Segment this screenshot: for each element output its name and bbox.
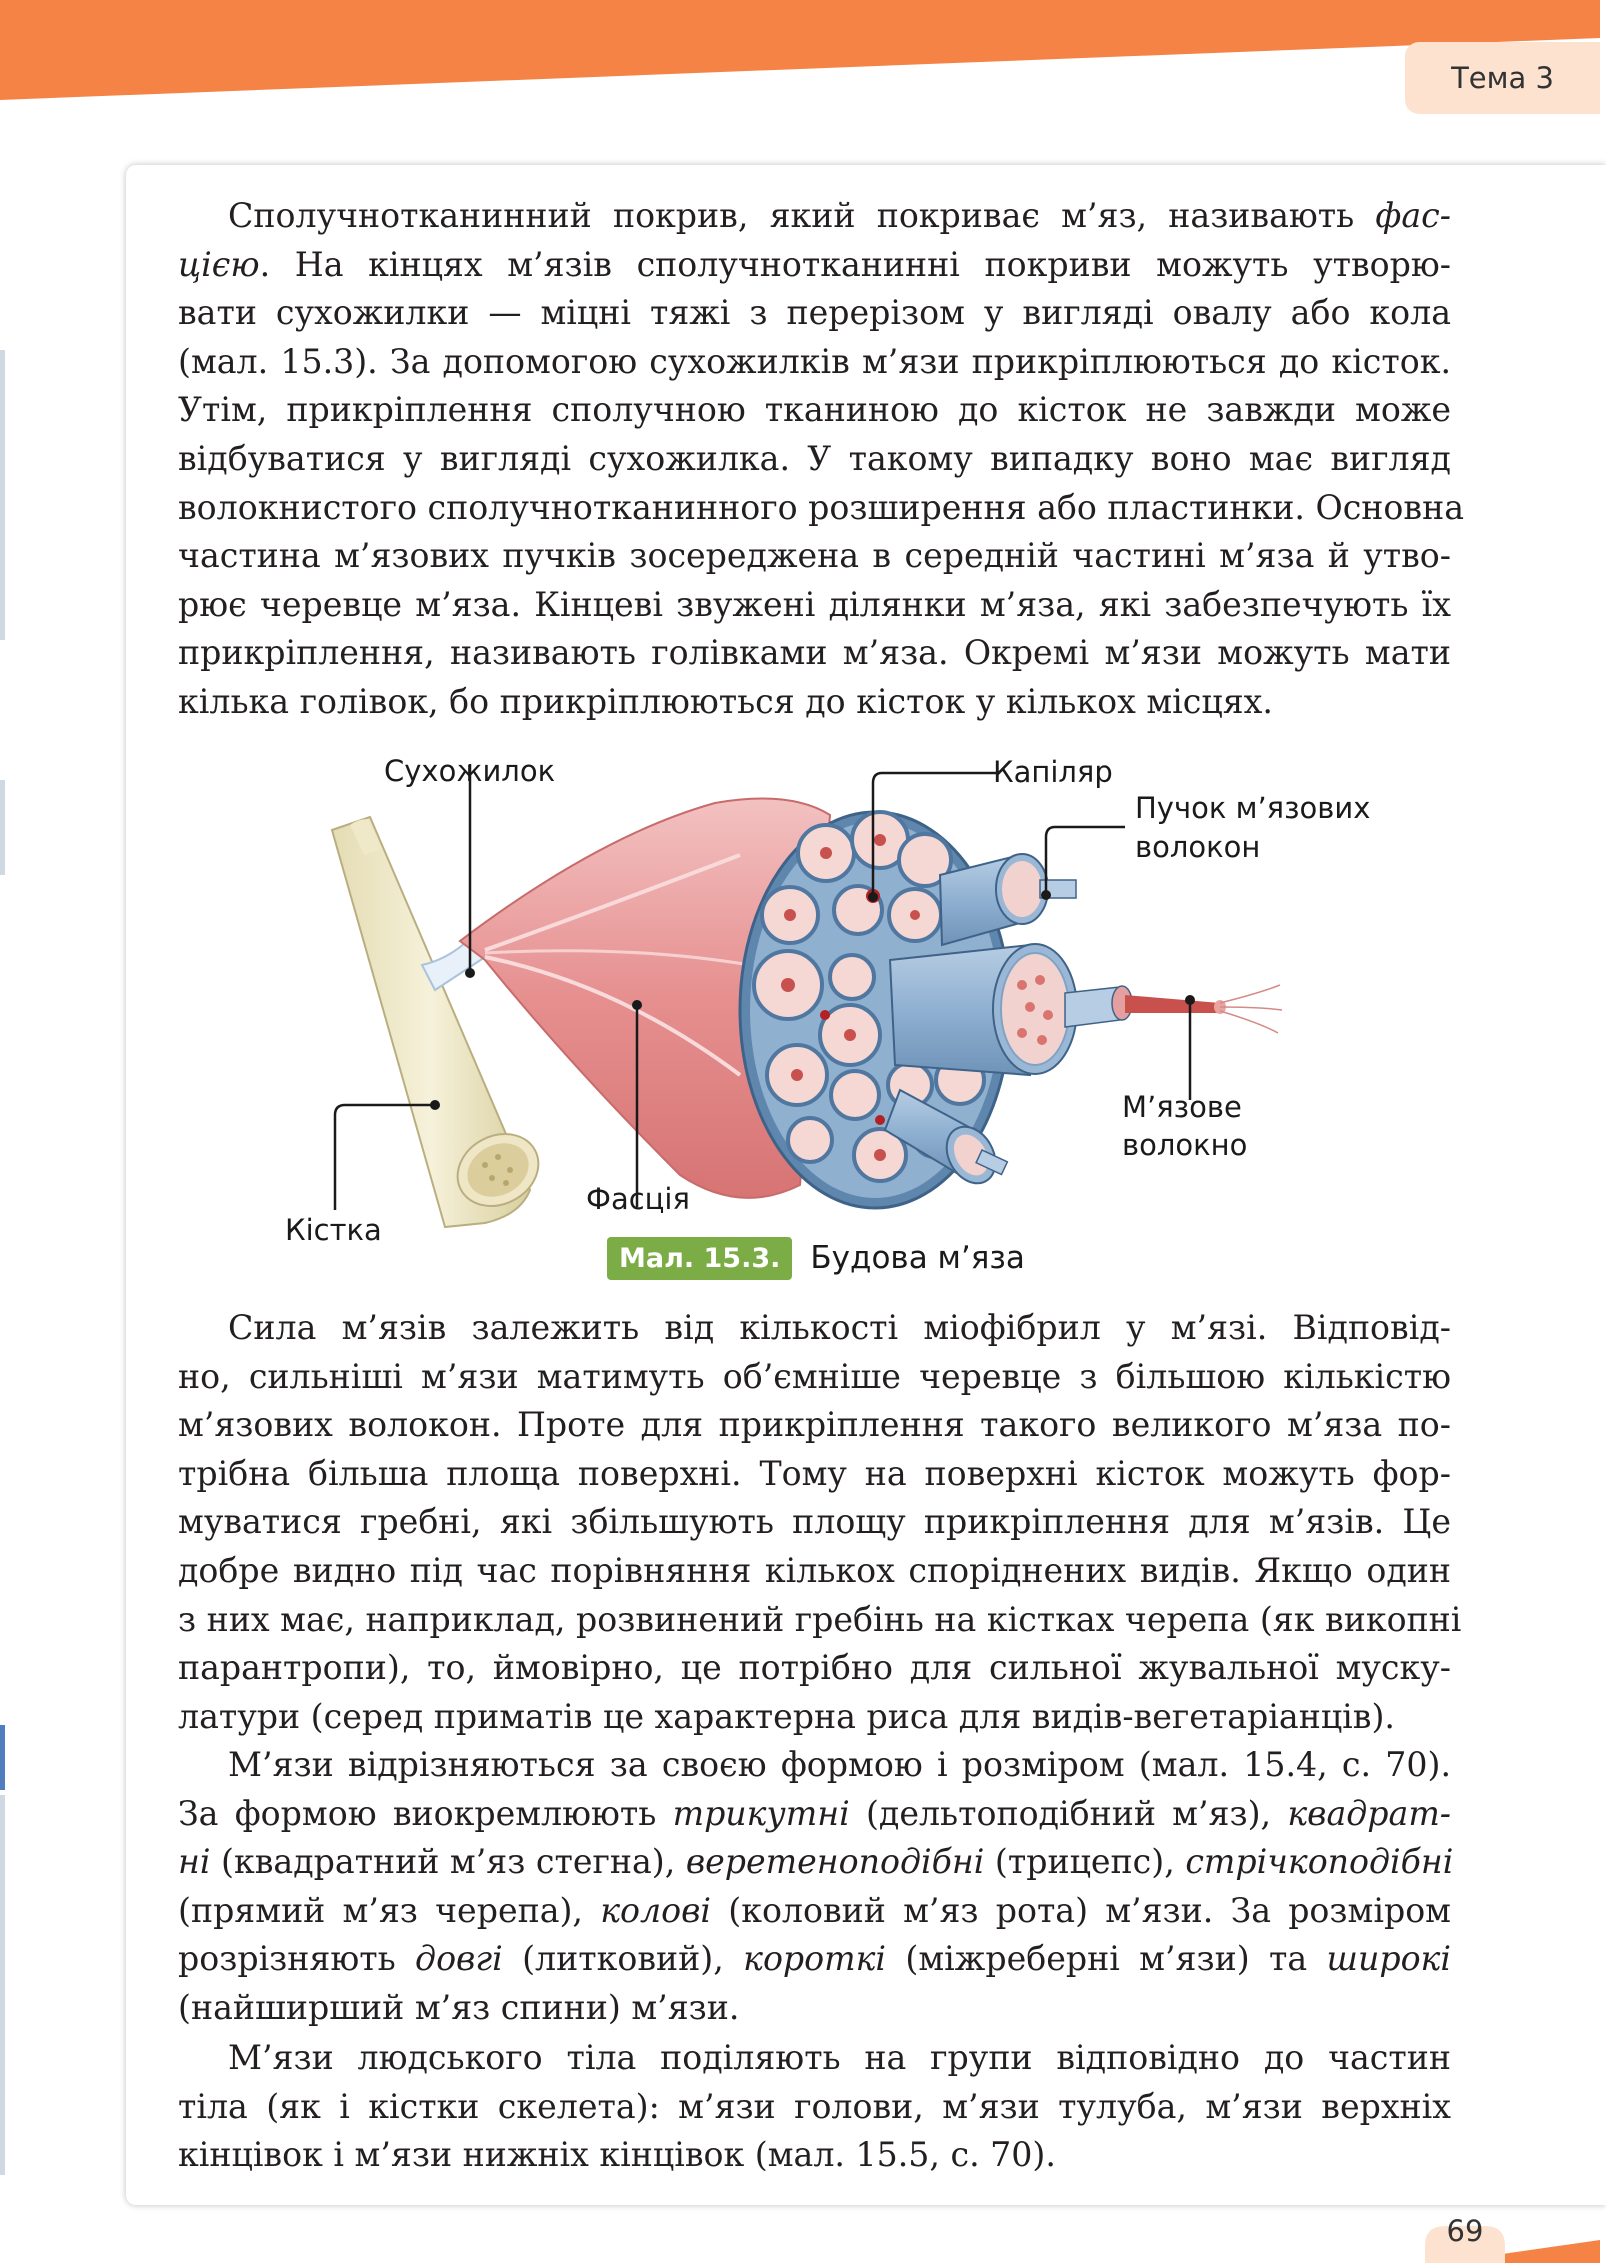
text-run: вати сухожилки — міцні тяжі з перерізом у вигляді овалу або кола (178, 293, 1451, 333)
text-line (178, 629, 1451, 678)
label-tendon: Сухожилок (384, 754, 556, 788)
text-line (178, 1887, 1451, 1936)
text-run: Сполучнотканинний покрив, який покриває м’яз, називають (228, 196, 1376, 235)
text-line (178, 435, 1451, 484)
label-bundle-line2: волокон (1135, 830, 1261, 864)
label-capillary: Капіляр (993, 755, 1113, 789)
italic-term: веретеноподібні (685, 1842, 985, 1882)
page-edge-mark (0, 780, 5, 875)
text-line (178, 1401, 1451, 1450)
muscle-fiber-strand (1125, 985, 1282, 1033)
text-line (178, 1838, 1454, 1887)
text-line (178, 289, 1451, 338)
text-line (178, 1790, 1451, 1839)
figure-number-badge: Мал. 15.3. (607, 1237, 792, 1280)
text-line (178, 241, 1451, 290)
text-run: М’язи людського тіла поділяють на групи відповідно до частин (228, 2038, 1451, 2077)
italic-term: трикутні (672, 1793, 850, 1833)
text-line (178, 1596, 1462, 1645)
text-line (178, 1353, 1451, 1402)
paragraph-shapes (178, 1741, 1454, 2033)
text-run: . На кінцях м’язів сполучнотканинні покриви можуть утворю- (259, 244, 1451, 284)
text-run: М’язи відрізняються за своєю формою і розміром (мал. 15.4, с. 70). (228, 1745, 1451, 1784)
section-tab (1405, 42, 1600, 114)
text-run: прикріплення, називають голівками м’яза. Окремі м’язи можуть мати (178, 633, 1451, 673)
label-fascia: Фасція (586, 1182, 690, 1216)
text-run: розрізняють (178, 1939, 416, 1979)
text-line (178, 532, 1451, 581)
italic-term: короткі (743, 1939, 887, 1979)
page-edge-mark (0, 350, 5, 640)
text-line (178, 2034, 1451, 2083)
header-band (0, 0, 1600, 110)
text-line (178, 338, 1451, 387)
text-run: кілька голівок, бо прикріплюються до кісток у кількох місцях. (178, 681, 1273, 721)
text-line (178, 1644, 1451, 1693)
page-edge-bookmark (0, 1725, 5, 1790)
text-line (178, 1935, 1451, 1984)
paragraph-strength (178, 1304, 1462, 1741)
label-fiber-line2: волокно (1122, 1128, 1248, 1162)
page-edge-mark (0, 1795, 5, 2175)
text-run: (квадратний м’яз стегна), (210, 1842, 686, 1882)
text-run: (трицепс), (984, 1842, 1186, 1882)
text-run: За формою виокремлюють (178, 1793, 673, 1833)
text-run: (найширший м’яз спини) м’язи. (178, 1987, 740, 2027)
text-line (178, 1450, 1451, 1499)
text-line (178, 1741, 1451, 1790)
text-line (178, 192, 1451, 241)
section-tab-label: Тема 3 (1451, 61, 1554, 95)
text-run: (мал. 15.3). За допомогою сухожилків м’язи прикріплюються до кісток. (178, 341, 1451, 381)
text-run: (прямий м’яз черепа), (178, 1890, 601, 1930)
text-run: (міжреберні м’язи) та (886, 1939, 1327, 1979)
text-line (178, 484, 1464, 533)
italic-term: колові (600, 1890, 712, 1930)
text-run: Утім, прикріплення сполучною тканиною до кісток не завжди може (178, 390, 1451, 430)
paragraph-fascia (178, 192, 1464, 727)
text-line (178, 1304, 1451, 1353)
paragraph-groups (178, 2034, 1451, 2180)
text-run: (коловий м’яз рота) м’язи. За розміром (711, 1890, 1451, 1930)
italic-term: цією (178, 244, 260, 284)
text-run: волокнистого сполучнотканинного розширення або пластинки. Основна (178, 487, 1464, 527)
text-line (178, 1984, 1451, 2033)
text-run: но, сильніші м’язи матимуть об’ємніше черевце з більшою кількістю (178, 1356, 1451, 1396)
text-line (178, 1547, 1451, 1596)
text-run: муватися гребні, які збільшують площу прикріплення для м’язів. Це (178, 1502, 1451, 1542)
text-run: парантропи), то, ймовірно, це потрібно для сильної жувальної муску- (178, 1648, 1451, 1688)
text-run: частина м’язових пучків зосереджена в середній частині м’яза й утво- (178, 536, 1451, 576)
bone-shape (332, 817, 551, 1227)
text-line (178, 678, 1451, 727)
text-run: м’язових волокон. Проте для прикріплення такого великого м’яза по- (178, 1405, 1451, 1445)
label-bundle-line1: Пучок м’язових (1135, 791, 1371, 825)
text-run: рює черевце м’яза. Кінцеві звужені ділянки м’яза, які забезпечують їх (178, 584, 1451, 624)
text-run: відбуватися у вигляді сухожилка. У такому випадку воно має вигляд (178, 438, 1451, 478)
text-run: (дельтоподібний м’яз), (849, 1793, 1288, 1833)
fascicle-tube-middle (890, 944, 1132, 1075)
label-bone: Кістка (285, 1213, 382, 1247)
italic-term: фас- (1375, 196, 1451, 235)
text-run: (литковий), (502, 1939, 744, 1979)
italic-term: довгі (415, 1939, 503, 1979)
text-line (178, 386, 1451, 435)
muscle-structure-figure (270, 745, 1371, 1275)
text-run: трібна більша площа поверхні. Тому на поверхні кісток можуть фор- (178, 1453, 1451, 1493)
text-run: добре видно під час порівняння кількох споріднених видів. Якщо один (178, 1550, 1451, 1590)
page-number: 69 (1446, 2213, 1484, 2248)
text-run: Сила м’язів залежить від кількості міофібрил у м’язі. Відповід- (228, 1308, 1451, 1347)
text-run: з них має, наприклад, розвинений гребінь на кістках черепа (як викопні (178, 1599, 1462, 1639)
footer-band (0, 2200, 1600, 2263)
text-line (178, 2131, 1451, 2180)
text-line (178, 2083, 1451, 2132)
italic-term: ні (178, 1842, 211, 1882)
figure-caption-text: Будова м’яза (810, 1240, 1025, 1276)
italic-term: квадрат- (1287, 1793, 1451, 1833)
text-run: тіла (як і кістки скелета): м’язи голови, м’язи тулуба, м’язи верхніх (178, 2086, 1451, 2126)
text-run: латури (серед приматів це характерна риса для видів-вегетаріанців). (178, 1696, 1395, 1736)
label-fiber-line1: М’язове (1122, 1090, 1242, 1124)
text-line (178, 1693, 1451, 1742)
italic-term: широкі (1326, 1939, 1451, 1979)
text-run: кінцівок і м’язи нижніх кінцівок (мал. 15.5, с. 70). (178, 2135, 1056, 2175)
italic-term: стрічкоподібні (1185, 1842, 1454, 1882)
figure-caption (607, 1233, 1025, 1283)
text-line (178, 1498, 1451, 1547)
text-line (178, 581, 1451, 630)
